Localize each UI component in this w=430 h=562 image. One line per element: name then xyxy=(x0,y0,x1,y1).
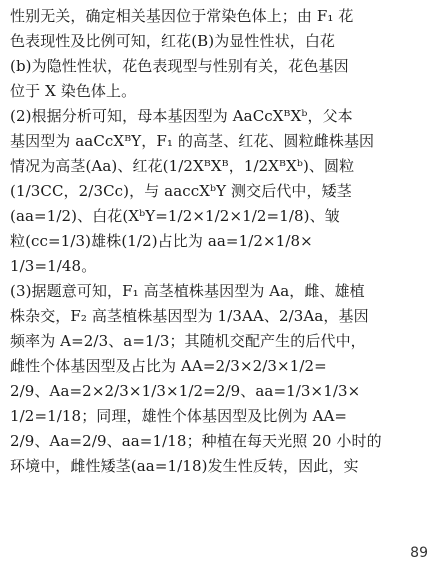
text-line: 2/9、Aa=2/9、aa=1/18；种植在每天光照 20 小时的 xyxy=(10,432,382,450)
text-line: 2/9、Aa=2×2/3×1/3×1/2=2/9、aa=1/3×1/3× xyxy=(10,382,361,400)
text-line: 色表现性及比例可知，红花(B)为显性性状，白花 xyxy=(10,32,336,50)
text-line: (b)为隐性性状，花色表现型与性别有关，花色基因 xyxy=(10,57,349,75)
text-line: 1/3=1/48。 xyxy=(10,257,97,275)
text-line: 位于 X 染色体上。 xyxy=(10,82,137,100)
text-block xyxy=(10,4,422,479)
text-line: 株杂交，F₂ 高茎植株基因型为 1/3AA、2/3Aa，基因 xyxy=(10,307,369,325)
text-line: (1/3CC，2/3Cc)，与 aaccXᵇY 测交后代中，矮茎 xyxy=(10,182,352,200)
text-line: (3)据题意可知，F₁ 高茎植株基因型为 Aa，雌、雄植 xyxy=(10,282,365,300)
text-line: 情况为高茎(Aa)、红花(1/2XᴮXᴮ，1/2XᴮXᵇ)、圆粒 xyxy=(10,157,355,175)
text-line: (aa=1/2)、白花(XᵇY=1/2×1/2×1/2=1/8)、皱 xyxy=(10,207,340,225)
text-line: 1/2=1/18；同理，雄性个体基因型及比例为 AA= xyxy=(10,407,348,425)
text-line: 雌性个体基因型及占比为 AA=2/3×2/3×1/2= xyxy=(10,357,327,375)
text-line: 性别无关，确定相关基因位于常染色体上；由 F₁ 花 xyxy=(10,7,354,25)
text-line: 频率为 A=2/3、a=1/3；其随机交配产生的后代中， xyxy=(10,332,366,350)
text-line: 环境中，雌性矮茎(aa=1/18)发生性反转，因此，实 xyxy=(10,457,359,475)
text-line: (2)根据分析可知，母本基因型为 AaCcXᴮXᵇ，父本 xyxy=(10,107,353,125)
text-line: 粒(cc=1/3)雄株(1/2)占比为 aa=1/2×1/8× xyxy=(10,232,313,250)
page-number: 89 xyxy=(410,545,428,561)
text-line: 基因型为 aaCcXᴮY，F₁ 的高茎、红花、圆粒雌株基因 xyxy=(10,132,375,150)
